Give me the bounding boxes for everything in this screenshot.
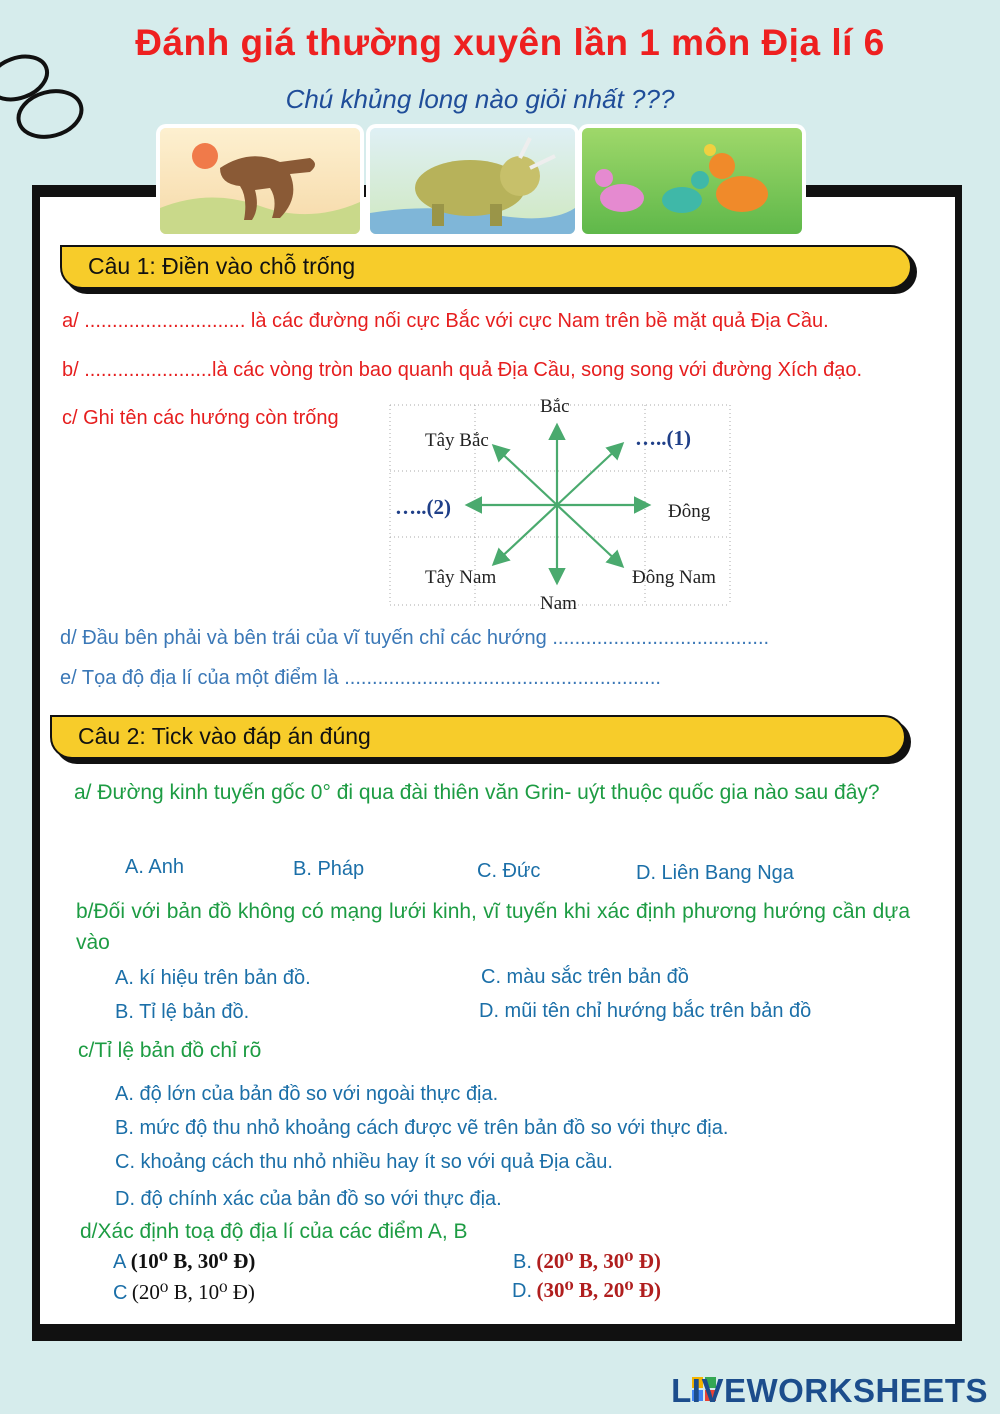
q2-d-option-c-value: (20⁰ B, 10⁰ Đ)	[131, 1280, 255, 1304]
question-2-banner	[50, 715, 906, 759]
q2-d-option-a[interactable]	[113, 1248, 255, 1274]
compass-southwest-label: Tây Nam	[425, 567, 497, 588]
compass-north-label: Bắc	[540, 396, 570, 417]
q2-b-option-a[interactable]: A. kí hiệu trên bản đồ.	[115, 967, 311, 989]
q1-a-text[interactable]: a/ ............................. là các đường nối cực Bắc với cực Nam trên bề mặt quả Địa Cầu.	[62, 310, 829, 332]
compass-northwest-label: Tây Bắc	[425, 430, 489, 451]
q2-a-option-b[interactable]: B. Pháp	[293, 858, 365, 880]
q1-c-text: c/ Ghi tên các hướng còn trống	[62, 407, 339, 429]
q2-c-question: c/Tỉ lệ bản đồ chỉ rõ	[78, 1039, 262, 1062]
q2-a-question: a/ Đường kinh tuyến gốc 0° đi qua đài thiên văn Grin- uýt thuộc quốc gia nào sau đây?	[74, 781, 880, 804]
question-1-heading: Câu 1: Điền vào chỗ trống	[88, 253, 356, 279]
compass-east-label: Đông	[668, 501, 711, 522]
q2-b-option-c[interactable]: C. màu sắc trên bản đồ	[481, 966, 689, 988]
question-2-heading: Câu 2: Tick vào đáp án đúng	[78, 723, 371, 749]
q2-c-option-c[interactable]: C. khoảng cách thu nhỏ nhiều hay ít so với quả Địa cầu.	[115, 1151, 613, 1173]
q2-a-option-d[interactable]: D. Liên Bang Nga	[636, 862, 794, 884]
q2-b-option-d[interactable]: D. mũi tên chỉ hướng bắc trên bản đồ	[479, 1000, 812, 1022]
q2-c-option-b[interactable]: B. mức độ thu nhỏ khoảng cách được vẽ trên bản đồ so với thực địa.	[115, 1117, 729, 1139]
q2-d-question: d/Xác định toạ độ địa lí của các điểm A, B	[80, 1220, 468, 1243]
q2-d-option-b[interactable]	[513, 1248, 661, 1274]
compass-south-label: Nam	[540, 593, 577, 614]
q1-d-text[interactable]: d/ Đầu bên phải và bên trái của vĩ tuyến chỉ các hướng .......................................	[60, 627, 770, 649]
q2-c-option-a[interactable]: A. độ lớn của bản đồ so với ngoài thực địa.	[115, 1083, 499, 1105]
q2-d-option-b-letter: B.	[513, 1251, 532, 1273]
dinosaur-image-trex	[160, 128, 360, 234]
q2-d-option-a-value: (10⁰ B, 30⁰ Đ)	[130, 1249, 256, 1273]
q2-d-option-c-letter: C	[113, 1282, 128, 1304]
dinosaur-image-cartoon	[582, 128, 802, 234]
compass-southeast-label: Đông Nam	[632, 567, 716, 588]
q2-a-option-c[interactable]: C. Đức	[477, 860, 541, 882]
q2-d-option-d-letter: D.	[512, 1280, 532, 1302]
compass-diagram	[385, 395, 735, 615]
q2-a-option-a[interactable]: A. Anh	[125, 856, 184, 878]
dinosaur-image-triceratops	[370, 128, 575, 234]
q2-d-option-b-value: (20⁰ B, 30⁰ Đ)	[536, 1249, 661, 1273]
q2-c-option-d[interactable]: D. độ chính xác của bản đồ so với thực địa.	[115, 1188, 502, 1210]
q2-d-option-d-value: (30⁰ B, 20⁰ Đ)	[536, 1278, 662, 1302]
compass-blank-2[interactable]: …..(2)	[395, 495, 451, 519]
q1-b-text[interactable]: b/ .......................là các vòng tròn bao quanh quả Địa Cầu, song song với đường Xích đạo.	[62, 359, 863, 381]
q2-d-option-d[interactable]	[512, 1277, 661, 1303]
q2-b-question: b/Đối với bản đồ không có mạng lưới kinh, vĩ tuyến khi xác định phương hướng cần dựa vào	[76, 900, 910, 954]
compass-blank-1[interactable]: …..(1)	[635, 426, 691, 450]
q2-d-option-c[interactable]	[113, 1280, 255, 1305]
liveworksheets-brand: LIVEWORKSHEETS	[671, 1372, 988, 1409]
q2-d-option-a-letter: A	[113, 1251, 127, 1273]
question-1-banner	[60, 245, 912, 289]
q2-b-option-b[interactable]: B. Tỉ lệ bản đồ.	[115, 1001, 250, 1023]
page-subtitle: Chú khủng long nào giỏi nhất ???	[285, 84, 675, 114]
q1-e-text[interactable]: e/ Tọa độ địa lí của một điểm là .........................................................	[60, 667, 661, 689]
page-title: Đánh giá thường xuyên lần 1 môn Địa lí 6	[135, 22, 885, 63]
